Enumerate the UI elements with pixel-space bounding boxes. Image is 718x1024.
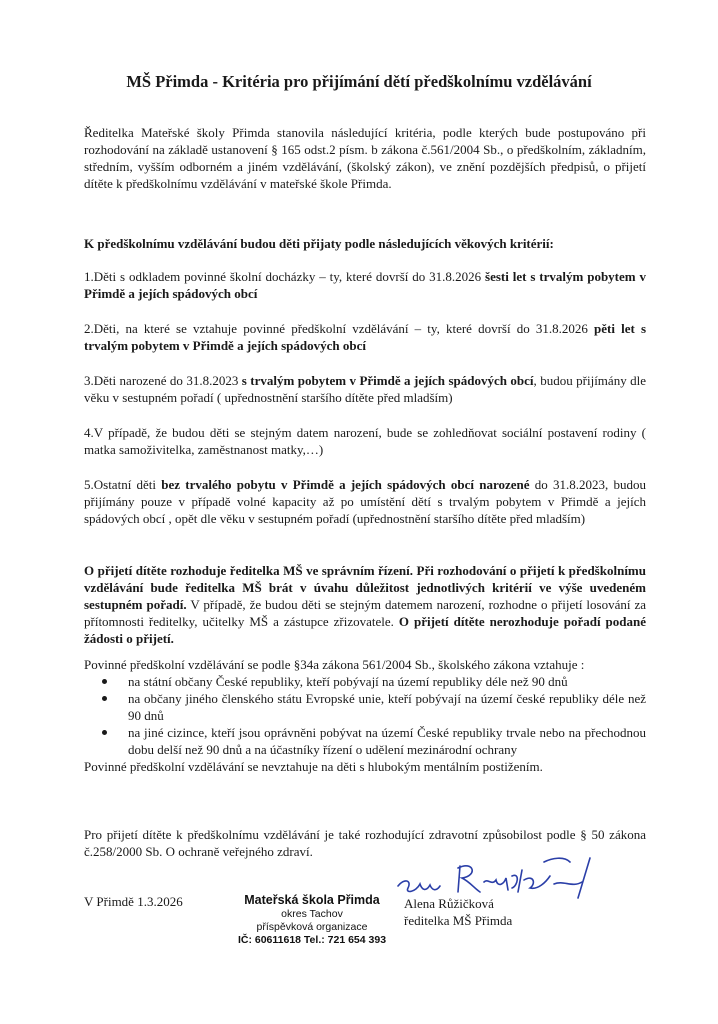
criterion-3-bold: s trvalým pobytem v Přimdě a jejích spádových obcí <box>241 373 534 388</box>
criteria-heading: K předškolnímu vzdělávání budou děti přijaty podle následujících věkových kritérií: <box>84 236 554 251</box>
criterion-2-bold: pěti let s trvalým pobytem v Přimdě a jejích spádových obcí <box>84 321 647 353</box>
list-item <box>128 690 646 724</box>
document-title: MŠ Přimda - Kritéria pro přijímání dětí předškolnímu vzdělávání <box>126 72 592 91</box>
criterion-3-tail: , budou přijímány dle věku v sestupném pořadí ( upřednostnění staršího dítěte před mladším) <box>84 373 647 405</box>
list-item-text: na občany jiného členského státu Evropské unie, kteří pobývají na území české republiky déle než 90 dnů <box>128 691 646 723</box>
bullet-icon <box>102 730 107 735</box>
stamp-school-name: Mateřská škola Přimda <box>244 893 380 907</box>
school-stamp <box>232 893 392 947</box>
intro-paragraph: Ředitelka Mateřské školy Přimda stanovila následující kritéria, podle kterých bude postupováno při rozhodování na základě ustanovení § 165 odst.2 písm. b zákona č.561/2004 Sb., o předškolním, základním, středním, vyšším odborném a jiném vzdělávání, (školský zákon), ve znění pozdějších předpisů, o přijetí dítěte k předškolnímu vzdělávání v mateřské škole Přimda. <box>84 125 646 191</box>
mandatory-intro: Povinné předškolní vzdělávání se podle §34a zákona 561/2004 Sb., školského zákona vztahuje : <box>84 657 585 672</box>
criterion-3-text: 3.Děti narozené do 31.8.2023 <box>84 373 242 388</box>
criterion-1 <box>84 268 646 302</box>
criterion-5 <box>84 476 646 527</box>
criterion-5-bold: bez trvalého pobytu v Přimdě a jejích spádových obcí narozené <box>161 477 530 492</box>
stamp-org-type: příspěvková organizace <box>256 921 368 933</box>
bullet-icon <box>102 696 107 701</box>
list-item-text: na jiné cizince, kteří jsou oprávněni pobývat na území České republiky trvale nebo na přechodnou dobu delší než 90 dnů a na účastníky řízení o udělení mezinárodní ochrany <box>128 725 646 757</box>
criterion-5-tail: do 31.8.2023, budou přijímány pouze v případě volné kapacity až po umístění dětí s trvalým pobytem v Přimdě a jejích spádových obcí , opět dle věku v sestupném pořadí (upřednostnění staršího dítěte před mladším) <box>84 477 647 526</box>
decision-bold-1: O přijetí dítěte rozhoduje ředitelka MŠ ve správním řízení. Při rozhodování o přijetí k předškolnímu vzdělávání bude ředitelka MŠ brát v úvahu důležitost jednotlivých kritérií ve výše uvedeném sestupném pořadí. <box>84 563 646 612</box>
signer <box>404 895 512 929</box>
mandatory-list <box>84 673 646 758</box>
list-item <box>128 673 646 690</box>
criterion-1-text: 1.Děti s odkladem povinné školní docházky – ty, které dovrší do 31.8.2026 <box>84 269 486 284</box>
signer-role: ředitelka MŠ Přimda <box>404 913 513 928</box>
criterion-2 <box>84 320 646 354</box>
mandatory-outro: Povinné předškolní vzdělávání se nevztahuje na děti s hlubokým mentálním postižením. <box>84 759 543 774</box>
decision-bold-2: O přijetí dítěte nerozhoduje pořadí podané žádosti o přijetí. <box>84 614 646 646</box>
stamp-district: okres Tachov <box>281 908 343 920</box>
mandatory-section <box>84 656 646 775</box>
decision-paragraph <box>84 562 646 647</box>
health-paragraph: Pro přijetí dítěte k předškolnímu vzdělávání je také rozhodující zdravotní způsobilost podle § 50 zákona č.258/2000 Sb. O ochraně veřejného zdraví. <box>84 827 646 859</box>
criterion-3 <box>84 372 646 406</box>
decision-text: V případě, že budou děti se stejným datemem narození, rozhodne o přijetí losování za přítomnosti ředitelky, učitelky MŠ a zástupce zřizovatele. <box>84 597 646 629</box>
criterion-4: 4.V případě, že budou děti se stejným datem narození, bude se zohledňovat sociální postavení rodiny ( matka samoživitelka, zaměstnanost matky,…) <box>84 425 646 457</box>
stamp-ids: IČ: 60611618 Tel.: 721 654 393 <box>237 934 387 946</box>
list-item-text: na státní občany České republiky, kteří pobývají na území republiky déle než 90 dnů <box>128 674 568 689</box>
bullet-icon <box>102 679 107 684</box>
criterion-5-text: 5.Ostatní děti <box>84 477 162 492</box>
criterion-2-text: 2.Děti, na které se vztahuje povinné předškolní vzdělávání – ty, které dovrší do 31.8.2026 <box>84 321 595 336</box>
list-item <box>128 724 646 758</box>
criterion-1-bold: šesti let s trvalým pobytem v Přimdě a jejích spádových obcí <box>84 269 646 301</box>
signer-name: Alena Růžičková <box>404 896 494 911</box>
place-date: V Přimdě 1.3.2026 <box>84 894 183 909</box>
